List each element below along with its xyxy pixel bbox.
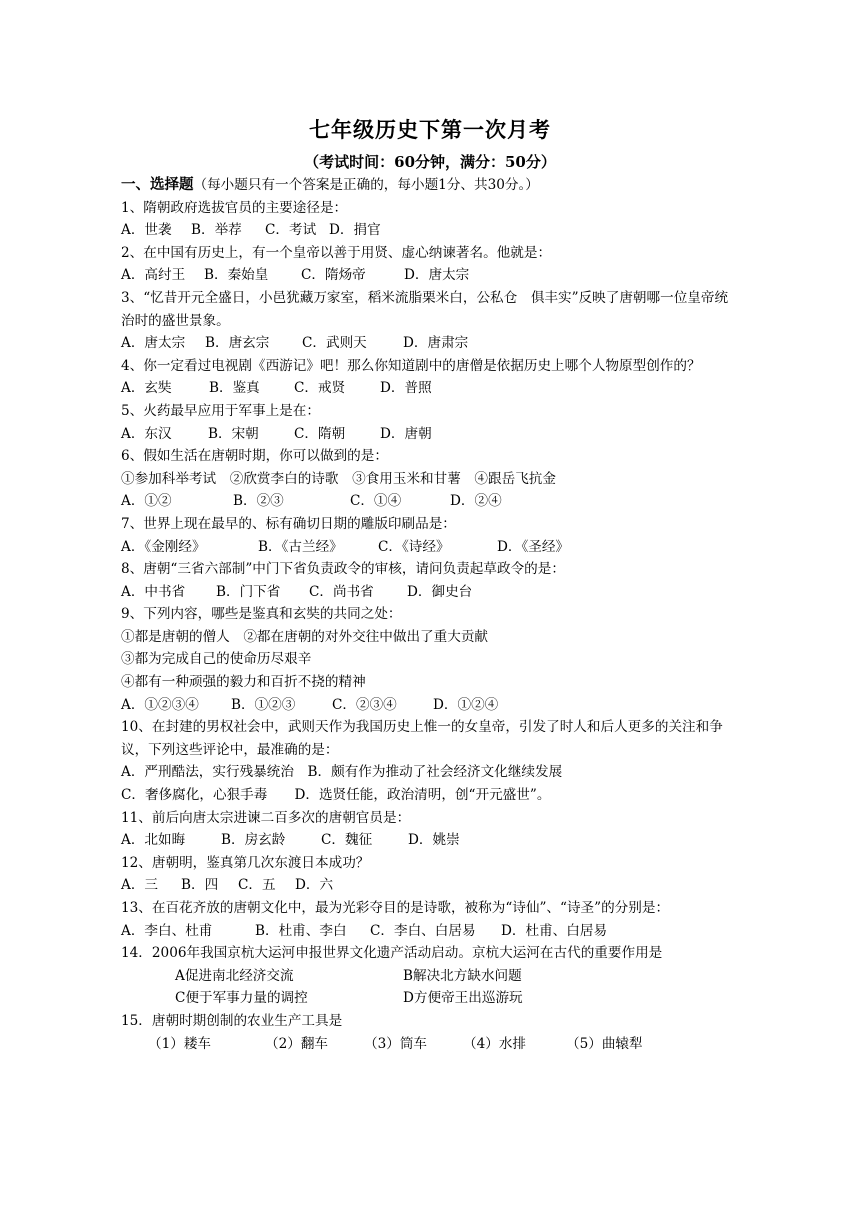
option: C．隋朝 xyxy=(294,425,346,442)
option: A．《金刚经》 xyxy=(121,538,206,555)
question-options xyxy=(121,581,736,604)
question-stem: 10、在封建的男权社会中，武则天作为我国历史上惟一的女皇帝，引发了时人和后人更多的关注和争议，下列这些评论中，最准确的是： xyxy=(121,719,723,758)
option: C．李白、白居易 xyxy=(370,922,476,939)
option: A促进南北经济交流 xyxy=(175,967,294,984)
option: D．捐官 xyxy=(329,222,381,239)
option: A．高纣王 xyxy=(121,267,186,284)
option: D．《圣经》 xyxy=(497,538,570,555)
question-stem: 11、前后向唐太宗进谏二百多次的唐朝官员是： xyxy=(121,809,411,826)
option: D．②④ xyxy=(450,493,502,510)
question-stem: 5、火药最早应用于军事上是在： xyxy=(121,402,320,419)
option: D．杜甫、白居易 xyxy=(501,922,608,939)
option: A．世袭 xyxy=(121,222,172,239)
option: A．三 xyxy=(121,877,159,894)
option: C．戒贤 xyxy=(294,380,346,397)
option: D．唐太宗 xyxy=(404,267,470,284)
question-stem: 8、唐朝“三省六部制”中门下省负责政令的审核，请问负责起草政令的是： xyxy=(121,561,565,578)
option: D．姚崇 xyxy=(408,832,460,849)
section-note: （每小题只有一个答案是正确的，每小题1分、共30分。） xyxy=(193,177,539,193)
question-option-line: C．奢侈腐化，心狠手毒 D．选贤任能，政治清明，创“开元盛世”。 xyxy=(121,787,551,804)
option: （3）筒车 xyxy=(364,1035,428,1052)
option: C．《诗经》 xyxy=(378,538,450,555)
question-item: ①参加科举考试 ②欣赏李白的诗歌 ③食用玉米和甘薯 ④跟岳飞抗金 xyxy=(121,470,556,487)
option: B．杜甫、李白 xyxy=(255,922,347,939)
question-options xyxy=(121,490,736,513)
question-stem: 7、世界上现在最早的、标有确切日期的雕版印刷品是： xyxy=(121,515,456,532)
option: C．①④ xyxy=(350,493,402,510)
question-item: ①都是唐朝的僧人 ②都在唐朝的对外交往中做出了重大贡献 xyxy=(121,628,489,645)
option: A．①② xyxy=(121,493,172,510)
question-item: ③都为完成自己的使命历尽艰辛 xyxy=(121,651,312,668)
option: B．四 xyxy=(181,877,219,894)
option: B．举荐 xyxy=(191,222,242,239)
option: C．五 xyxy=(238,877,276,894)
question-options xyxy=(121,694,736,717)
option: D．普照 xyxy=(380,380,432,397)
option: B．秦始皇 xyxy=(204,267,269,284)
question-options xyxy=(121,1033,736,1056)
exam-content xyxy=(121,174,736,1055)
question-options xyxy=(121,332,736,355)
question-options xyxy=(121,874,736,897)
option: B．《古兰经》 xyxy=(258,538,343,555)
question-options xyxy=(121,264,736,287)
question-options xyxy=(121,423,736,446)
section-heading xyxy=(121,174,736,197)
exam-title: 七年级历史下第一次月考 xyxy=(309,117,551,142)
question-options-row xyxy=(121,965,736,988)
question-stem: 13、在百花齐放的唐朝文化中，最为光彩夺目的是诗歌，被称为“诗仙”、“诗圣”的分别是： xyxy=(121,900,670,916)
option: B．宋朝 xyxy=(208,425,259,442)
option: A．李白、杜甫 xyxy=(121,922,213,939)
option: D．唐肃宗 xyxy=(403,335,469,352)
question-options xyxy=(121,920,736,943)
option: （2）翻车 xyxy=(265,1035,329,1052)
option: D．唐朝 xyxy=(380,425,432,442)
option: B．①②③ xyxy=(231,696,296,713)
option: A．①②③④ xyxy=(121,696,199,713)
option: C．②③④ xyxy=(332,696,397,713)
exam-subtitle: （考试时间：60分钟，满分：50分） xyxy=(304,153,556,171)
question-option-line: A．严刑酷法，实行残暴统治 B．颇有作为推动了社会经济文化继续发展 xyxy=(121,764,563,781)
option: （4）水排 xyxy=(463,1035,527,1052)
option: D方便帝王出巡游玩 xyxy=(403,990,523,1007)
option: B．唐玄宗 xyxy=(205,335,270,352)
question-stem: 2、在中国有历史上，有一个皇帝以善于用贤、虚心纳谏著名。他就是： xyxy=(121,244,552,261)
option: D．御史台 xyxy=(407,583,473,600)
question-options xyxy=(121,219,736,242)
option: C．隋炀帝 xyxy=(301,267,366,284)
question-stem: 6、假如生活在唐朝时期，你可以做到的是： xyxy=(121,448,388,465)
question-stem: 1、隋朝政府选拔官员的主要途径是： xyxy=(121,199,348,216)
question-stem: 12、唐朝明，鉴真第几次东渡日本成功？ xyxy=(121,854,370,871)
question-options xyxy=(121,536,736,559)
question-item: ④都有一种顽强的毅力和百折不挠的精神 xyxy=(121,674,366,691)
question-options xyxy=(121,829,736,852)
option: A．东汉 xyxy=(121,425,172,442)
option: （5）曲辕犁 xyxy=(566,1035,643,1052)
option: B解决北方缺水问题 xyxy=(403,967,522,984)
option: B．门下省 xyxy=(216,583,281,600)
section-title: 一、选择题 xyxy=(121,176,194,193)
option: A．唐太宗 xyxy=(121,335,186,352)
option: C．魏征 xyxy=(321,832,373,849)
question-options xyxy=(121,377,736,400)
question-stem: 9、下列内容，哪些是鉴真和玄奘的共同之处： xyxy=(121,606,402,623)
option: B．鉴真 xyxy=(209,380,260,397)
question-stem: 15．唐朝时期创制的农业生产工具是 xyxy=(121,1012,343,1029)
option: D．①②④ xyxy=(433,696,499,713)
option: C．尚书省 xyxy=(309,583,374,600)
option: B．房玄龄 xyxy=(221,832,286,849)
option: A．玄奘 xyxy=(121,380,172,397)
question-options-row xyxy=(121,987,736,1010)
option: C．武则天 xyxy=(302,335,367,352)
option: A．中书省 xyxy=(121,583,186,600)
question-stem: 3、“忆昔开元全盛日，小邑犹藏万家室，稻米流脂栗米白，公私仓 俱丰实”反映了唐朝哪一位皇帝统治时的盛世景象。 xyxy=(121,289,729,329)
option: C便于军事力量的调控 xyxy=(175,990,308,1007)
option: A．北如晦 xyxy=(121,832,186,849)
option: B．②③ xyxy=(233,493,284,510)
option: C．考试 xyxy=(265,222,317,239)
option: D．六 xyxy=(295,877,334,894)
question-stem: 14．2006年我国京杭大运河申报世界文化遗产活动启动。京杭大运河在古代的重要作用是 xyxy=(121,945,663,962)
question-stem: 4、你一定看过电视剧《西游记》吧！那么你知道剧中的唐僧是依据历史上哪个人物原型创作的？ xyxy=(121,357,701,374)
option: （1）耧车 xyxy=(148,1035,212,1052)
